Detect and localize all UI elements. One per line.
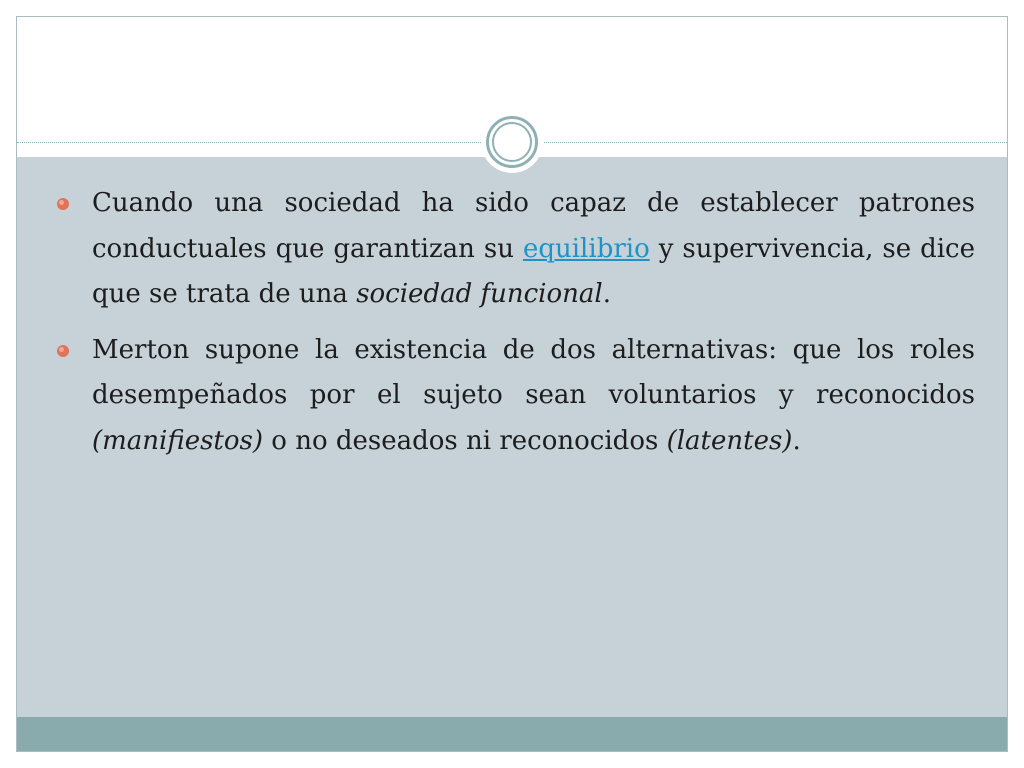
slide xyxy=(16,16,1008,752)
emphasis-text: (latentes) xyxy=(666,425,793,456)
bullet-text: o no deseados ni reconocidos xyxy=(271,425,659,456)
emphasis-text: sociedad funcional xyxy=(356,279,603,309)
bullet-text: Merton supone la existencia de dos alternativas: que los roles desempeñados por el sujeto sean voluntarios y reconocidos xyxy=(92,334,975,410)
bullet-item-functional-society xyxy=(75,181,975,318)
bullet-text: Cuando una sociedad ha sido capaz de establecer patrones conductuales que garantizan su xyxy=(92,188,975,264)
bullet-dot-icon xyxy=(57,198,69,210)
bullet-text: y supervivencia, se dice que se trata de una xyxy=(92,233,975,309)
bullet-list xyxy=(75,181,975,474)
bullet-punctuation: . xyxy=(602,279,611,309)
bullet-item-merton xyxy=(75,328,975,465)
bullet-punctuation: . xyxy=(792,425,801,456)
equilibrio-link[interactable]: equilibrio xyxy=(522,233,650,264)
bullet-dot-icon xyxy=(57,345,69,357)
emphasis-text: (manifiestos) xyxy=(92,425,264,456)
divider-ring-inner xyxy=(492,122,532,162)
footer-bar xyxy=(17,717,1007,752)
